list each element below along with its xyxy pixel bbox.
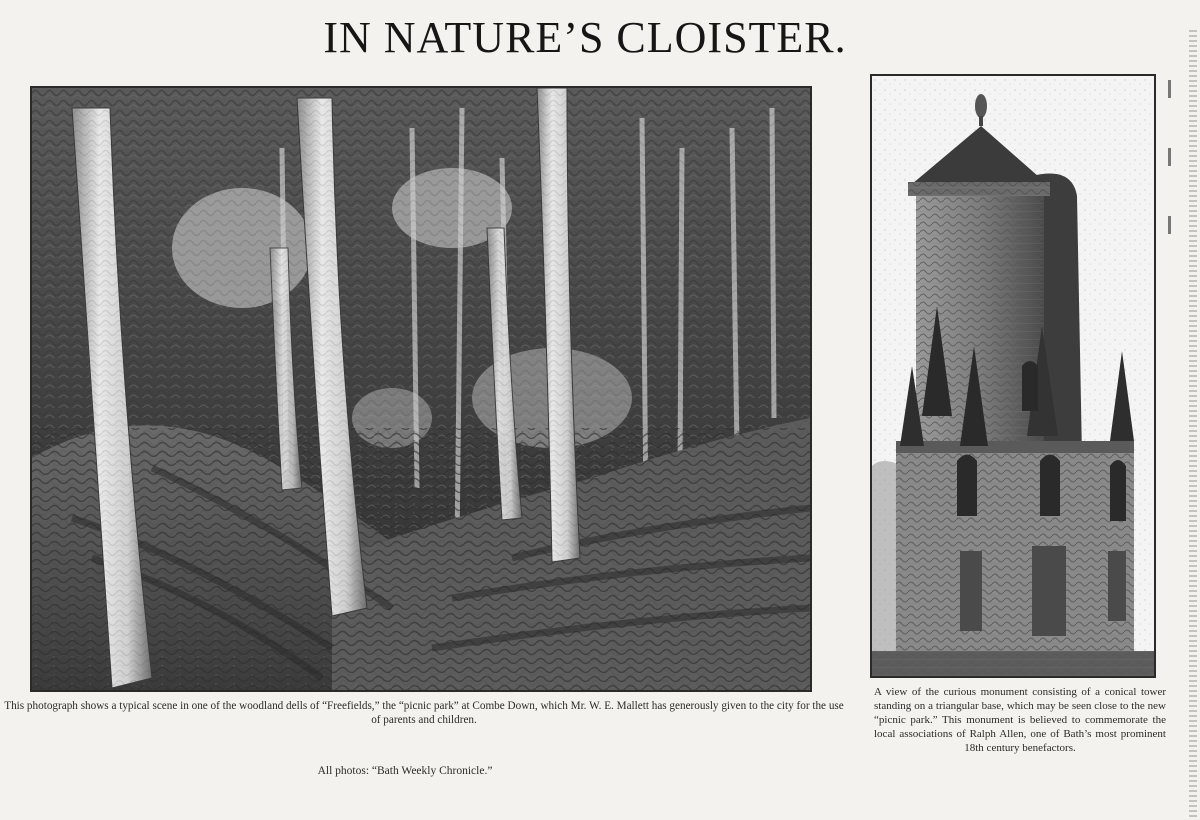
- column-edge-marks: [1168, 80, 1172, 230]
- photo-credit: All photos: “Bath Weekly Chronicle.”: [317, 765, 493, 777]
- woodland-photo: [30, 86, 812, 692]
- tower-photo: [870, 74, 1156, 678]
- tower-illustration: [872, 76, 1154, 676]
- tower-caption: A view of the curious monument consisting of a conical tower standing on a triangular base, which may be seen close to the new “picnic park.” This monument is believed to commemorate the local associations of Ralph Allen, one of Bath’s most prominent 18th century benefactors.: [874, 686, 1166, 754]
- woodland-illustration: [32, 88, 810, 690]
- column-rule: [1189, 30, 1197, 820]
- woodland-caption: This photograph shows a typical scene in one of the woodland dells of “Freefields,” the “picnic park” at Combe Down, which Mr. W. E. Mallett has generously given to the city for the use of parents and children.: [4, 700, 844, 726]
- headline: IN NATURE’S CLOISTER.: [323, 13, 847, 62]
